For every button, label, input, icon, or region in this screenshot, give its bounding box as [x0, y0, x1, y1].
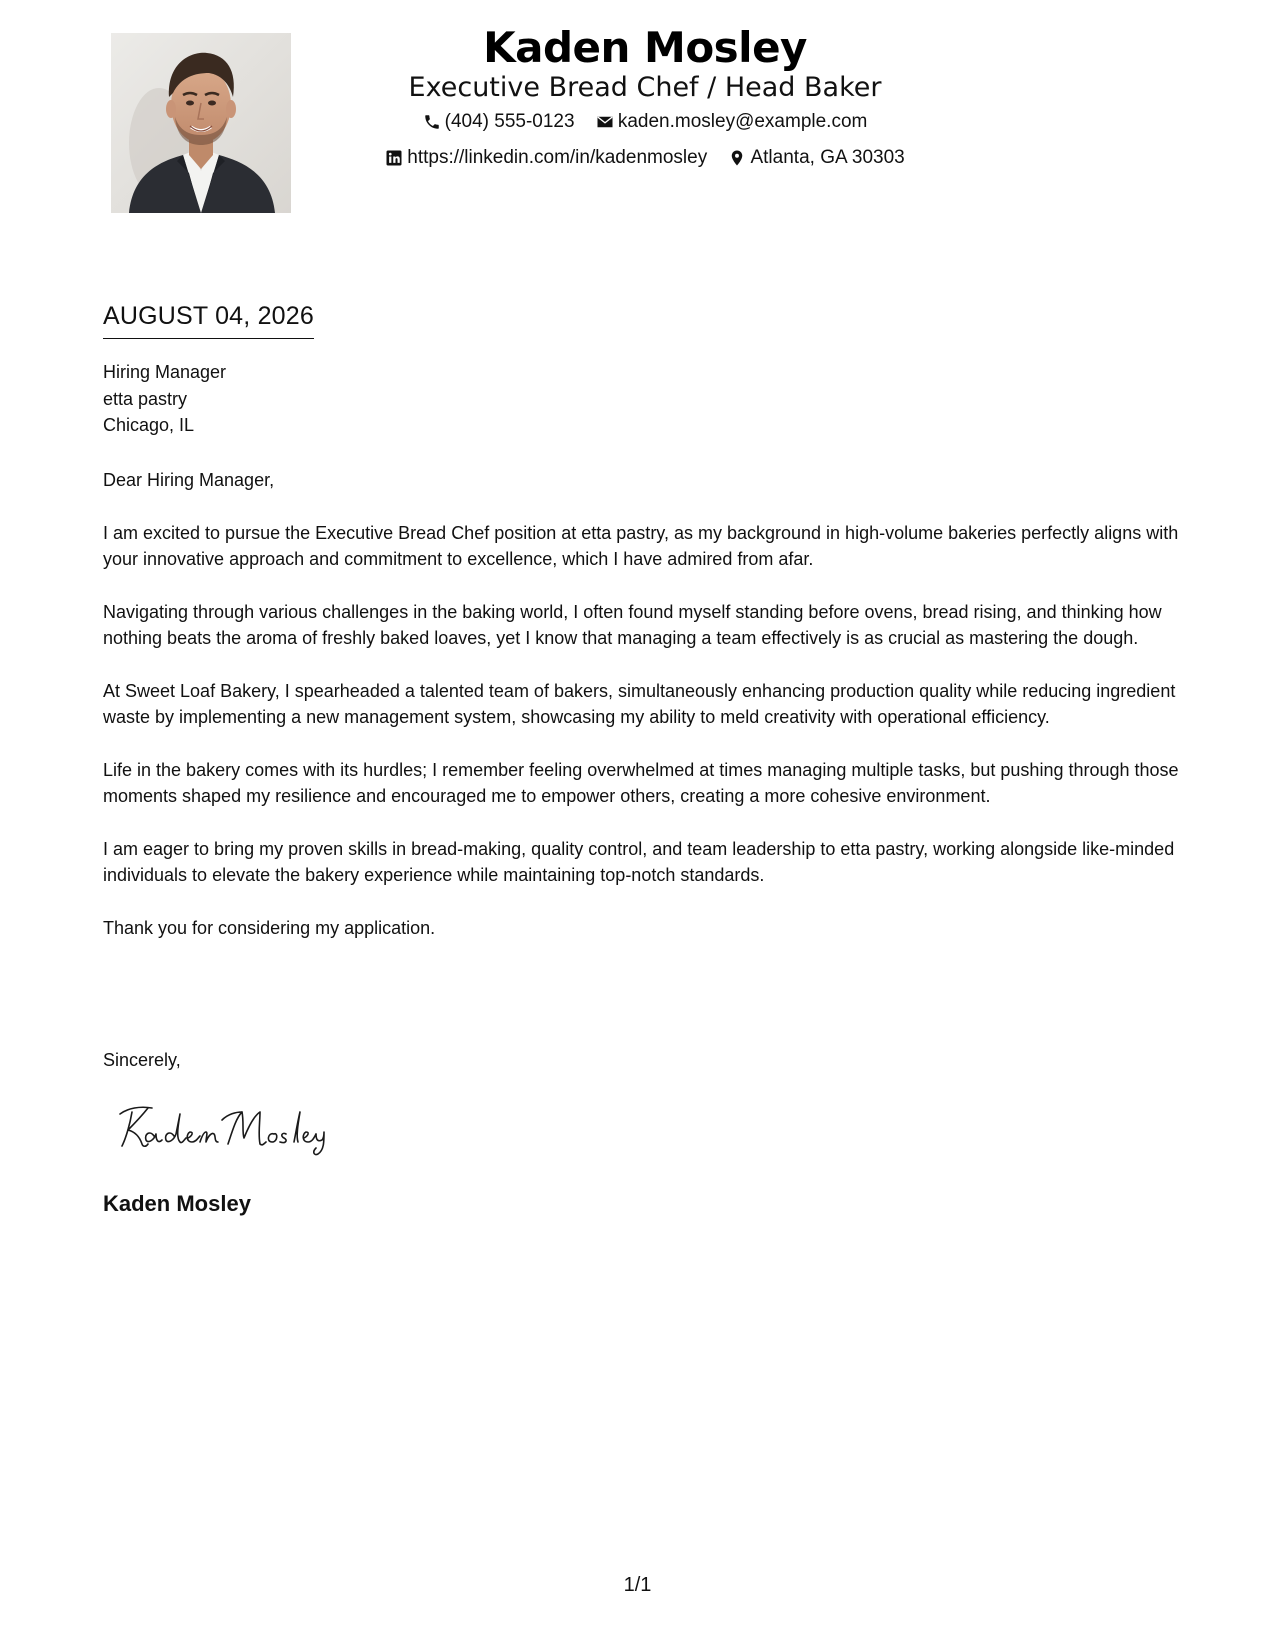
recipient-address [103, 359, 226, 439]
letter-body [103, 467, 1183, 967]
salutation: Dear Hiring Manager, [103, 470, 275, 490]
signer-name: Kaden Mosley [103, 1191, 251, 1216]
linkedin-text: https://linkedin.com/in/kadenmosley [407, 147, 708, 168]
contact-location [728, 144, 904, 172]
handwritten-signature [118, 1098, 358, 1158]
body-paragraph: I am eager to bring my proven skills in bread-making, quality control, and team leadership to etta pastry, working alongside like-minded individuals to elevate the bakery experience while maintaining top-notch standards. [103, 838, 1175, 885]
phone-text: (404) 555-0123 [444, 111, 575, 132]
phone-icon [423, 113, 441, 131]
envelope-icon [596, 113, 614, 131]
candidate-name: Kaden Mosley [483, 23, 807, 72]
map-pin-icon [728, 149, 746, 167]
linkedin-icon [385, 149, 403, 167]
job-title: Executive Bread Chef / Head Baker [408, 72, 882, 103]
location-text: Atlanta, GA 30303 [750, 147, 905, 168]
body-paragraph: Thank you for considering my application. [103, 917, 436, 938]
contact-email [596, 108, 868, 136]
email-text: kaden.mosley@example.com [617, 111, 868, 132]
body-paragraph: Navigating through various challenges in the baking world, I often found myself standing before ovens, bread rising, and thinking how nothing beats the aroma of freshly baked loaves, yet I know that managing a team effectively is as crucial as mastering the dough. [103, 601, 1162, 648]
header [320, 22, 970, 176]
recipient-line: etta pastry [103, 388, 188, 409]
contact-linkedin [385, 144, 707, 172]
page-number: 1/1 [623, 1574, 652, 1596]
contact-phone [423, 108, 575, 136]
body-paragraph: I am excited to pursue the Executive Bread Chef position at etta pastry, as my background in high-volume bakeries perfectly aligns with your innovative approach and commitment to excellence, which I have admired from afar. [103, 522, 1179, 569]
letter-date: AUGUST 04, 2026 [103, 300, 314, 339]
recipient-line: Hiring Manager [103, 362, 227, 382]
body-paragraph: Life in the bakery comes with its hurdles; I remember feeling overwhelmed at times managing multiple tasks, but pushing through those moments shaped my resilience and encouraged me to empower others, creating a more cohesive environment. [103, 759, 1179, 806]
closing: Sincerely, [103, 1050, 181, 1070]
body-paragraph: At Sweet Loaf Bakery, I spearheaded a talented team of bakers, simultaneously enhancing production quality while reducing ingredient waste by implementing a new management system, showcasing my ability to meld creativity with operational efficiency. [103, 680, 1176, 727]
contact-row-2 [320, 144, 970, 176]
contact-row-1 [320, 108, 970, 140]
recipient-line: Chicago, IL [103, 415, 195, 435]
profile-photo [111, 33, 291, 213]
